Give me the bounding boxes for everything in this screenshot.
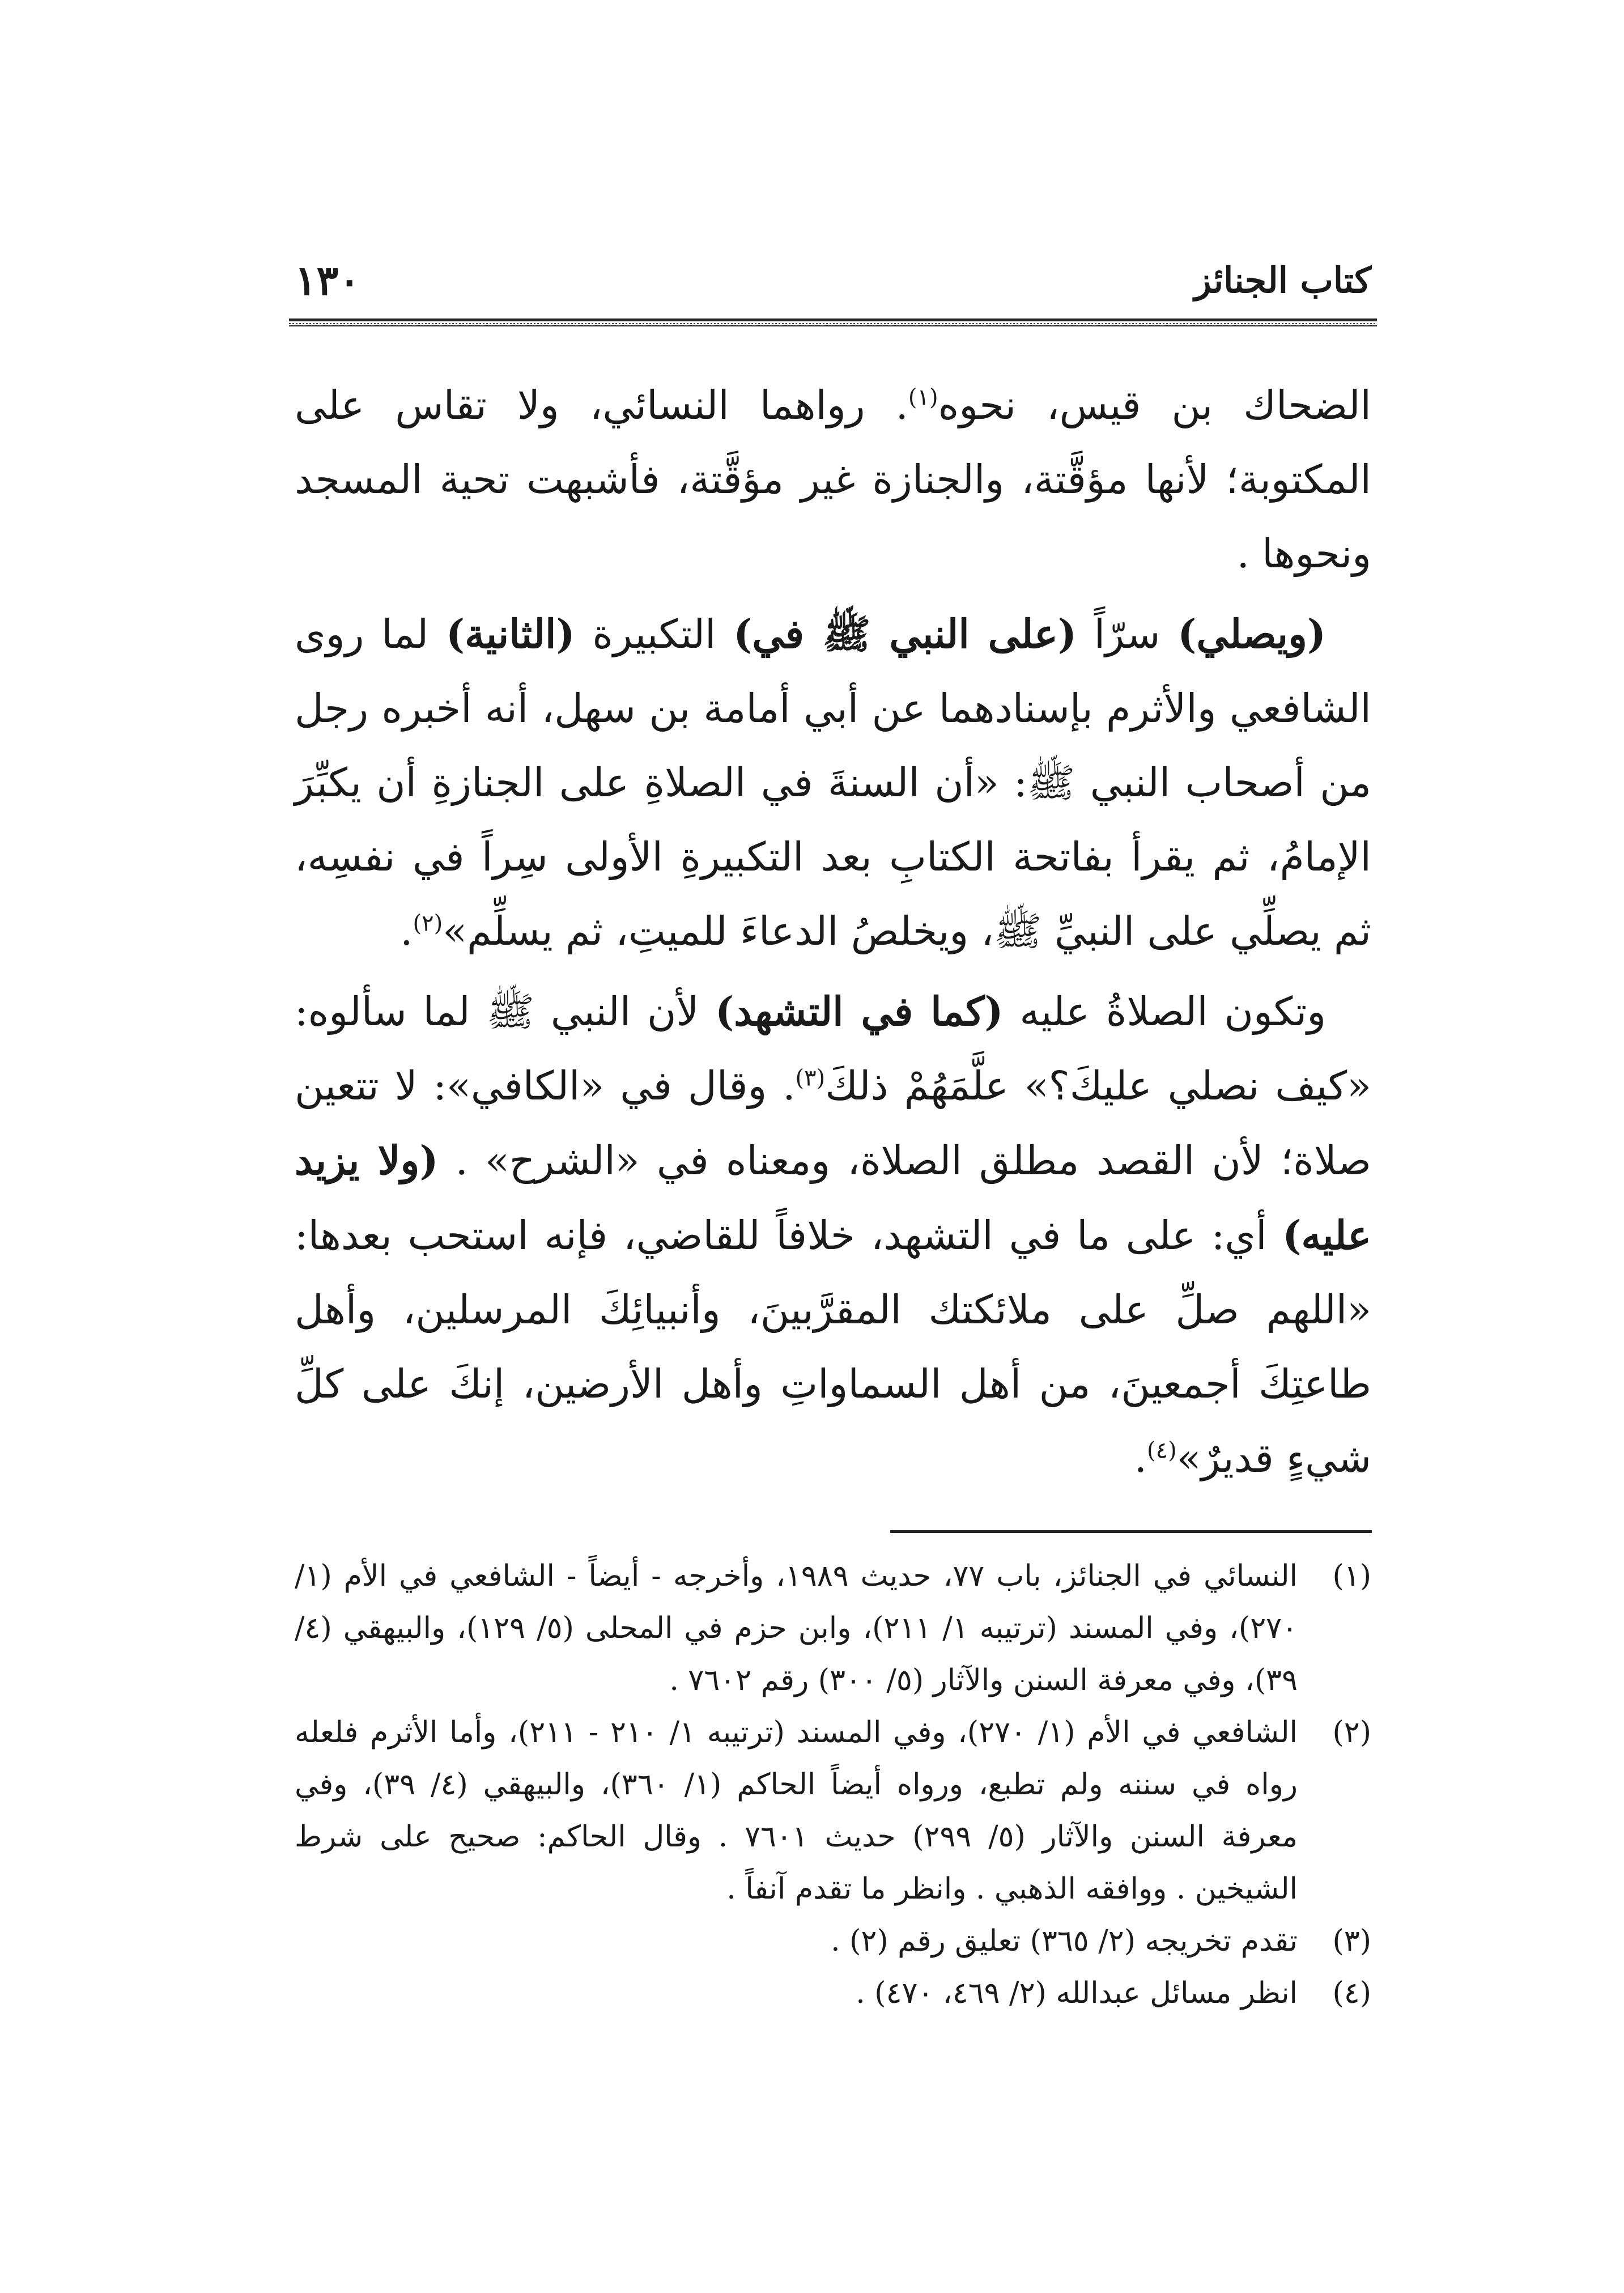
- footnote-text: انظر مسائل عبدالله (٢/ ٤٦٩، ٤٧٠) .: [856, 1976, 1298, 2010]
- text-run: .: [400, 908, 413, 954]
- footnote-number: (٤): [1332, 1976, 1371, 2010]
- footnotes: [295, 1550, 1371, 2019]
- footnote-4: [295, 1967, 1371, 2019]
- footnote-number: (٣): [1332, 1924, 1371, 1958]
- footnote-ref-4: (٤): [1146, 1437, 1177, 1464]
- bold-matn: (الثانية): [446, 610, 575, 657]
- paragraph-3: [295, 974, 1371, 1496]
- footnote-text: الشافعي في الأم (١/ ٢٧٠)، وفي المسند (ترتيبه ١/ ٢١٠ - ٢١١)، وأما الأثرم فلعله رواه في سننه ولم تطبع، ورواه أيضاً الحاكم (١/ ٣٦٠)، والبيهقي (٤/ ٣٩)، وفي معرفة السنن والآثار (٥/ ٢٩٩) حديث ٧٦٠١ . وقال الحاكم: صحيح على شرط الشيخين . ووافقه الذهبي . وانظر ما تقدم آنفاً .: [295, 1715, 1298, 1906]
- text-run: سرّاً: [1077, 611, 1178, 657]
- header-rule: [289, 319, 1377, 326]
- text-run: . رواهما النسائي، ولا تقاس على المكتوبة؛ لأنها مؤقَّتة، والجنازة غير مؤقَّتة، فأشبهت تحية المسجد ونحوها .: [295, 382, 1371, 577]
- footnote-ref-1: (١): [908, 384, 938, 411]
- paragraph-2: [295, 597, 1371, 969]
- text-run: التكبيرة: [575, 611, 734, 657]
- bold-matn: (كما في التشهد): [715, 988, 1004, 1035]
- footnote-3: [295, 1915, 1371, 1967]
- footnote-text: تقدم تخريجه (٢/ ٣٦٥) تعليق رقم (٢) .: [831, 1924, 1298, 1958]
- running-title: كتاب الجنائز: [1194, 260, 1371, 301]
- footnote-text: النسائي في الجنائز، باب ٧٧، حديث ١٩٨٩، وأخرجه - أيضاً - الشافعي في الأم (١/ ٢٧٠)، وفي المسند (ترتيبه ١/ ٢١١)، وابن حزم في المحلى (٥/ ١٢٩)، والبيهقي (٤/ ٣٩)، وفي معرفة السنن والآثار (٥/ ٣٠٠) رقم ٧٦٠٢ .: [295, 1559, 1298, 1697]
- paragraph-1: [295, 368, 1371, 591]
- page-header: [295, 249, 1371, 312]
- bold-matn: (ويصلي): [1177, 610, 1327, 657]
- main-text: [295, 368, 1371, 1501]
- footnote-2: [295, 1706, 1371, 1915]
- text-run: لما روى الشافعي والأثرم بإسنادهما عن أبي أمامة بن سهل، أنه أخبره رجل من أصحاب النبي ﷺ: «أن السنةَ في الصلاةِ على الجنازةِ أن يكبِّرَ الإمامُ، ثم يقرأ بفاتحة الكتابِ بعد التكبيرةِ الأولى سِراً في نفسِه، ثم يصلِّي على النبيِّ ﷺ، ويخلصُ الدعاءَ للميتِ، ثم يسلِّم»: [295, 611, 1371, 954]
- page-number: ١٣٠: [295, 256, 361, 304]
- footnote-ref-3: (٣): [795, 1065, 826, 1092]
- text-run: الضحاك بن قيس، نحوه: [938, 382, 1371, 428]
- text-run: أي: على ما في التشهد، خلافاً للقاضي، فإنه استحب بعدها: «اللهم صلِّ على ملائكتك المقرَّبينَ، وأنبيائِكَ المرسلين، وأهل طاعتِكَ أجمعينَ، من أهل السماواتِ وأهل الأرضين، إنكَ على كلِّ شيءٍ قديرٌ»: [295, 1212, 1371, 1481]
- text-run: وتكون الصلاةُ عليه: [1003, 988, 1327, 1035]
- text-run: لأن النبي ﷺ لما سألوه: «كيف نصلي عليكَ؟» علَّمَهُمْ ذلكَ: [295, 988, 1371, 1109]
- bold-matn: (على النبي ﷺ في): [733, 610, 1077, 657]
- footnote-separator: [890, 1530, 1372, 1533]
- text-run: .: [1134, 1435, 1147, 1481]
- text-run: . وقال في «الكافي»: لا تتعين صلاة؛ لأن القصد مطلق الصلاة، ومعناه في «الشرح» .: [295, 1063, 1371, 1184]
- bold-matn: (ولا يزيد عليه): [295, 1137, 1371, 1259]
- footnote-1: [295, 1550, 1371, 1706]
- footnote-number: (١): [1332, 1559, 1371, 1593]
- footnote-number: (٢): [1332, 1715, 1371, 1750]
- footnote-ref-2: (٢): [413, 910, 443, 937]
